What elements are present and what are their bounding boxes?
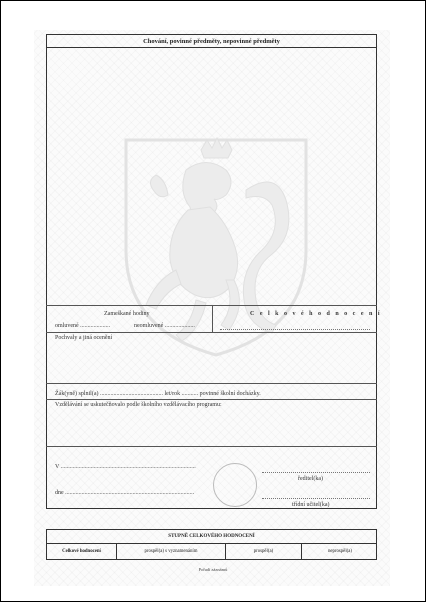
- divider-line: [46, 383, 377, 384]
- legend-grade-cell: prospěl(a): [226, 544, 302, 560]
- unexcused-hours-field: neomluvené ....................: [134, 323, 195, 329]
- praise-label: Pochvaly a jiná ocenění: [55, 335, 113, 341]
- teacher-signature-line: [262, 498, 370, 499]
- director-label: ředitel(ka): [298, 476, 323, 482]
- legend-grade-cell: prospěl(a) s vyznamenáním: [117, 544, 226, 560]
- section-title: Chování, povinné předměty, nepovinné předměty: [47, 35, 376, 48]
- director-signature-line: [262, 472, 370, 473]
- excused-hours-field: omluvené ....................: [55, 323, 111, 329]
- divider-line: [46, 399, 377, 400]
- legend-grade-cell: neprospěl(a): [328, 549, 352, 554]
- education-program-label: Vzdělávání se uskutečňovalo podle školního vzdělávacího programu:: [55, 402, 222, 408]
- grading-legend-table: [46, 529, 377, 560]
- teacher-label: třídní učitel(ka): [292, 502, 330, 508]
- date-field: dne ......................................................................................: [55, 490, 195, 496]
- overall-evaluation-field: [220, 329, 370, 330]
- divider-line: [46, 446, 377, 447]
- official-stamp-circle: [213, 463, 257, 507]
- compulsory-attendance-text: Žák(yně) splnil(a) .......................................... let/rok ........... povinné školní docházky.: [55, 391, 261, 397]
- legend-label-cell: Celkové hodnocení: [47, 544, 117, 560]
- divider-line: [212, 305, 213, 332]
- place-field: V ..........................................................................................: [55, 464, 196, 470]
- missed-hours-label: Zameškané hodiny: [104, 311, 150, 317]
- grading-legend-title: STUPNĚ CELKOVÉHO HODNOCENÍ: [47, 530, 376, 544]
- divider-line: [46, 332, 377, 333]
- overall-evaluation-label: C e l k o v é h o d n o c e n í: [250, 311, 382, 317]
- footer-note: Pořadí záznámů: [198, 567, 228, 572]
